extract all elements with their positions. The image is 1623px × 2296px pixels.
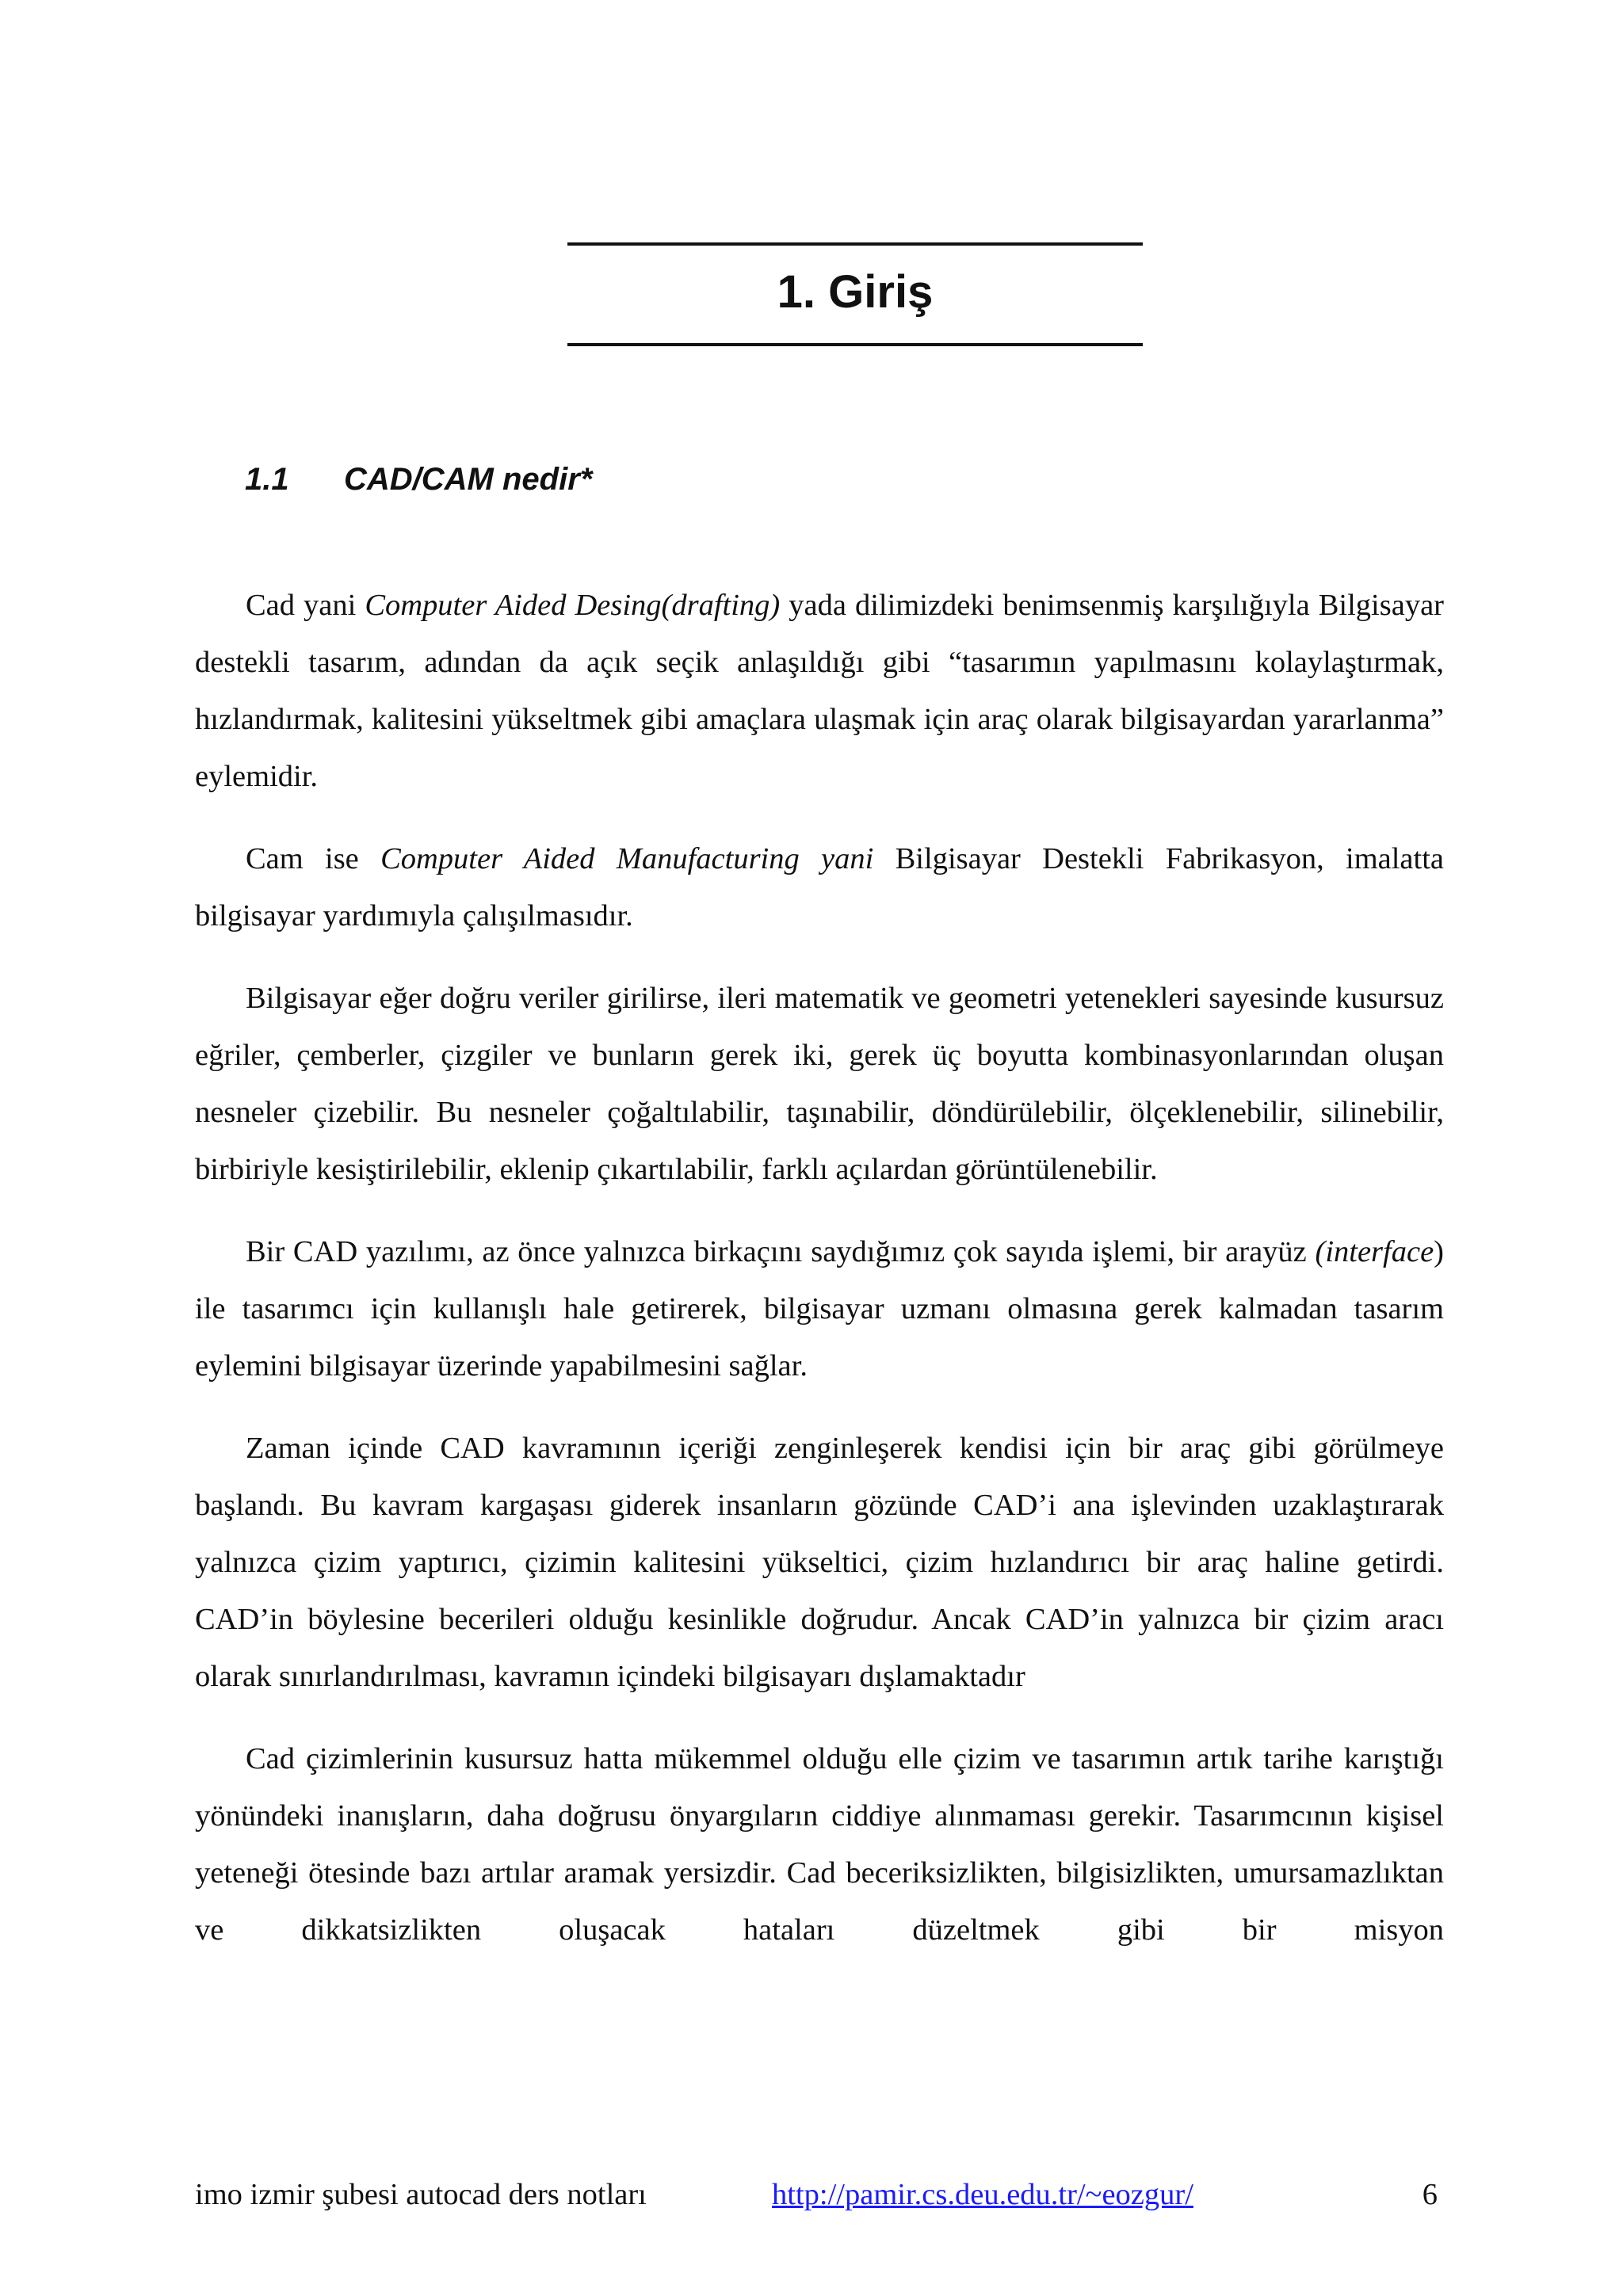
- paragraph-capabilities: Bilgisayar eğer doğru veriler girilirse, ileri matematik ve geometri yetenekleri sayesinde kusursuz eğriler, çemberler, çizgiler ve bunların gerek iki, gerek üç boyutta kombinasyonlarından oluşan nesneler çizebilir. Bu nesneler çoğaltılabilir, taşınabilir, döndürülebilir, ölçeklenebilir, silinebilir, birbiriyle kesiştirilebilir, eklenip çıkartılabilir, farklı açılardan görüntülenebilir.: [195, 982, 1444, 1186]
- title-rule-bottom: [567, 343, 1143, 346]
- section-number: 1.1: [245, 462, 289, 497]
- paragraph-text: Bir CAD yazılımı, az önce yalnızca birkaçını saydığımız çok sayıda işlemi, bir arayüz: [246, 1235, 1316, 1268]
- term-italic: Computer Aided Manufacturing yani: [380, 842, 874, 875]
- term-italic: (interface: [1315, 1235, 1434, 1268]
- term-italic: Computer Aided Desing(drafting): [365, 589, 781, 622]
- page-number: 6: [1422, 2178, 1438, 2211]
- paragraph-cad-drawings: Cad çizimlerinin kusursuz hatta mükemmel olduğu elle çizim ve tasarımın artık tarihe karıştığı yönündeki inanışların, daha doğrusu önyargıların ciddiye alınmaması gerekir. Tasarımcının kişisel yeteneği ötesinde bazı artılar aramak yersizdir. Cad beceriksizlikten, bilgisizlikten, umursamazlıktan ve dikkatsizlikten oluşacak hataları düzeltmek gibi bir misyon: [195, 1742, 1444, 1947]
- footer-link[interactable]: http://pamir.cs.deu.edu.tr/~eozgur/: [772, 2178, 1193, 2211]
- footer-title: imo izmir şubesi autocad ders notları: [195, 2178, 647, 2211]
- paragraph-text: Bilgisayar Destekli Fabrikasyon, imalatta bilgisayar yardımıyla çalışılmasıdır.: [195, 842, 1445, 933]
- title-rule-top: [567, 242, 1143, 246]
- paragraph-text: ) ile tasarımcı için kullanışlı hale getirerek, bilgisayar uzmanı olmasına gerek kalmadan tasarım eylemini bilgisayar üzerinde yapabilmesini sağlar.: [195, 1235, 1444, 1383]
- section-heading: [245, 457, 592, 502]
- page-footer: [195, 2172, 1444, 2217]
- paragraph-text: Cad yani: [246, 589, 365, 622]
- paragraph-cad-definition: [195, 577, 1444, 805]
- paragraph-text: yada dilimizdeki benimsenmiş karşılığıyla Bilgisayar destekli tasarım, adından da açık seçik anlaşıldığı gibi “tasarımın yapılmasını kolaylaştırmak, hızlandırmak, kalitesini yükseltmek gibi amaçlara ulaşmak için araç olarak bilgisayardan yararlanma” eylemidir.: [195, 589, 1444, 793]
- body-text: [195, 577, 1444, 1958]
- chapter-title: 1. Giriş: [777, 266, 934, 318]
- section-title: CAD/CAM nedir*: [344, 462, 593, 497]
- paragraph-text: Cam ise: [246, 842, 381, 875]
- paragraph-cam-definition: [195, 830, 1444, 944]
- paragraph-cad-software: [195, 1223, 1444, 1394]
- paragraph-cad-concept: Zaman içinde CAD kavramının içeriği zenginleşerek kendisi için bir araç gibi görülmeye başlandı. Bu kavram kargaşası giderek insanların gözünde CAD’i ana işlevinden uzaklaştırarak yalnızca çizim yaptırıcı, çizimin kalitesini yükseltici, çizim hızlandırıcı bir araç haline getirdi. CAD’in böylesine becerileri olduğu kesinlikle doğrudur. Ancak CAD’in yalnızca bir çizim aracı olarak sınırlandırılması, kavramın içindeki bilgisayarı dışlamaktadır: [195, 1432, 1444, 1693]
